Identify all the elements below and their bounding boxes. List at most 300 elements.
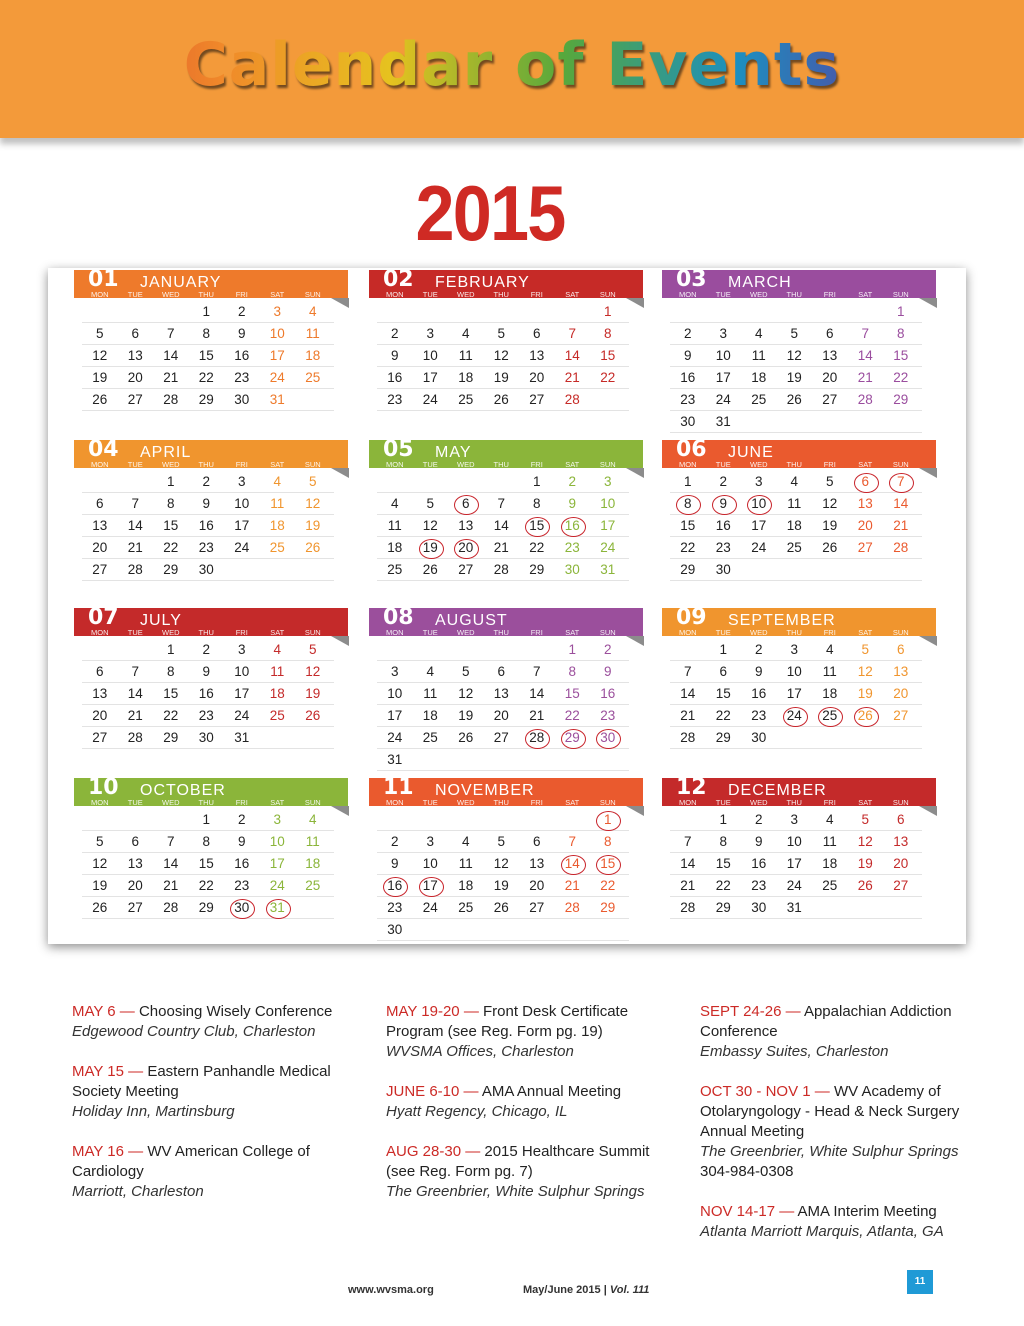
event-date: AUG 28-30 — [386, 1143, 485, 1160]
day-cell [777, 727, 813, 748]
month-name: JULY [140, 612, 182, 629]
day-cell: 16 [715, 518, 731, 533]
week-row [82, 345, 334, 367]
day-cell [812, 559, 848, 580]
day-cell: 5 [308, 474, 317, 489]
day-cell: 8 [719, 834, 727, 849]
day-cell: 21 [857, 370, 873, 385]
week-row [670, 809, 922, 831]
weekday-label: SAT [858, 798, 873, 807]
day-cell: 4 [273, 642, 281, 657]
month-number: 11 [383, 775, 414, 800]
week-row [82, 323, 334, 345]
day-cell: 5 [426, 496, 434, 511]
day-cell: 31 [269, 392, 285, 407]
month-header [74, 775, 348, 807]
day-cell: 6 [825, 326, 834, 341]
weekday-label: THU [786, 290, 802, 299]
month-number: 04 [88, 437, 119, 462]
month-name: JANUARY [140, 274, 222, 291]
week-row [670, 301, 922, 323]
day-cell: 9 [568, 496, 576, 511]
day-cell: 6 [95, 496, 104, 511]
day-cell: 2 [202, 642, 210, 657]
day-cell: 28 [680, 730, 696, 745]
day-cell: 4 [426, 664, 434, 679]
day-cell: 18 [458, 370, 474, 385]
event-title: Front Desk Certificate Program (see Reg. Form pg. 19) [386, 1003, 629, 1040]
day-cell: 30 [198, 730, 214, 745]
day-cell: 6 [131, 326, 139, 341]
week-row [670, 897, 922, 919]
month-header [662, 775, 936, 807]
weekday-label: WED [162, 628, 180, 637]
day-cell [295, 559, 331, 580]
event-title: Choosing Wisely Conference [138, 1003, 333, 1020]
weekday-label: TUE [715, 290, 731, 299]
fold-corner [919, 468, 937, 478]
day-cell: 26 [92, 900, 108, 915]
day-cell: 21 [680, 708, 696, 723]
month-june [662, 437, 936, 581]
weekday-label: FRI [235, 798, 248, 807]
day-cell: 18 [822, 686, 838, 701]
day-cell [777, 559, 813, 580]
day-cell: 6 [95, 664, 104, 679]
week-row [670, 537, 922, 559]
day-cell: 10 [387, 686, 403, 701]
week-row [377, 515, 629, 537]
day-cell: 13 [857, 496, 873, 511]
day-cell: 23 [751, 878, 767, 893]
month-july [74, 605, 348, 749]
fold-corner [626, 806, 644, 816]
day-cell: 10 [786, 664, 802, 679]
day-cell: 7 [166, 834, 175, 849]
day-cell: 13 [92, 686, 108, 701]
day-cell: 29 [893, 392, 909, 407]
day-cell: 25 [422, 730, 438, 745]
day-cell-circled: 10 [741, 493, 777, 514]
day-cell [377, 471, 413, 492]
day-cell: 3 [390, 664, 399, 679]
weekday-labels [74, 460, 334, 469]
day-cell: 17 [422, 370, 438, 385]
day-cell: 8 [896, 326, 905, 341]
day-cell: 7 [683, 834, 692, 849]
day-cell: 11 [387, 518, 402, 533]
day-cell: 25 [786, 540, 802, 555]
weekday-label: WED [457, 290, 475, 299]
day-cell: 25 [751, 392, 767, 407]
month-number: 06 [676, 437, 707, 462]
day-cell: 2 [603, 642, 612, 657]
day-grid [74, 471, 334, 581]
day-cell-circled: 25 [812, 705, 848, 726]
day-cell-circled: 15 [519, 515, 555, 536]
day-cell-circled: 16 [555, 515, 591, 536]
day-cell: 28 [127, 730, 143, 745]
weekday-label: SUN [304, 460, 321, 469]
day-cell: 7 [166, 326, 175, 341]
day-cell [670, 639, 706, 660]
day-cell: 16 [751, 856, 767, 871]
day-cell: 15 [163, 686, 179, 701]
day-cell: 15 [163, 518, 179, 533]
month-february [369, 267, 643, 411]
day-cell: 12 [493, 856, 509, 871]
day-cell [118, 809, 154, 830]
event-item [700, 1202, 990, 1242]
day-cell: 16 [198, 518, 214, 533]
day-cell: 12 [857, 834, 873, 849]
month-header [369, 775, 643, 807]
day-cell: 5 [95, 326, 104, 341]
day-cell: 20 [493, 708, 509, 723]
day-cell: 12 [822, 496, 838, 511]
day-cell [812, 727, 848, 748]
event-location: The Greenbrier, White Sulphur Springs [700, 1143, 959, 1160]
day-cell: 29 [680, 562, 696, 577]
day-cell: 4 [790, 474, 798, 489]
day-cell: 10 [422, 348, 438, 363]
day-cell [777, 411, 813, 432]
day-cell: 9 [237, 834, 246, 849]
day-cell: 2 [719, 474, 727, 489]
day-cell: 20 [857, 518, 873, 533]
day-cell: 27 [127, 392, 143, 407]
day-cell: 16 [751, 686, 767, 701]
weekday-label: FRI [235, 460, 248, 469]
day-cell: 23 [234, 370, 250, 385]
week-row [377, 639, 629, 661]
day-cell: 11 [751, 348, 766, 363]
day-cell: 2 [237, 812, 246, 827]
day-cell: 29 [198, 392, 214, 407]
event-item [72, 1142, 362, 1202]
day-cell: 22 [600, 370, 616, 385]
fold-corner [331, 806, 349, 816]
day-cell: 17 [269, 856, 285, 871]
day-cell: 17 [600, 518, 616, 533]
week-row [377, 749, 629, 771]
day-cell: 27 [127, 900, 143, 915]
day-cell: 4 [308, 304, 317, 319]
day-cell-circled: 8 [670, 493, 706, 514]
events-column-3 [700, 1002, 990, 1262]
day-cell: 11 [822, 834, 837, 849]
day-cell [82, 471, 118, 492]
day-cell: 4 [461, 326, 470, 341]
week-row [82, 515, 334, 537]
day-cell: 3 [273, 304, 281, 319]
day-cell: 12 [305, 664, 321, 679]
day-cell: 2 [683, 326, 692, 341]
month-september [662, 605, 936, 749]
week-row [670, 639, 922, 661]
day-cell [883, 411, 919, 432]
day-cell: 8 [568, 664, 576, 679]
footer-url[interactable]: www.wvsma.org [348, 1284, 434, 1296]
day-cell: 13 [458, 518, 474, 533]
week-row [377, 727, 629, 749]
day-cell [82, 809, 118, 830]
day-cell: 6 [896, 642, 905, 657]
day-cell [883, 727, 919, 748]
day-cell: 29 [529, 562, 545, 577]
month-header [662, 437, 936, 469]
weekday-label: THU [493, 290, 509, 299]
event-location: Edgewood Country Club, Charleston [72, 1023, 316, 1040]
day-cell: 6 [896, 812, 905, 827]
day-cell [883, 897, 919, 918]
weekday-label: MON [679, 460, 697, 469]
day-cell [670, 301, 706, 322]
week-row [82, 683, 334, 705]
day-cell: 25 [269, 708, 285, 723]
day-cell: 9 [237, 326, 246, 341]
month-name: JUNE [728, 444, 774, 461]
week-row [670, 661, 922, 683]
week-row [377, 683, 629, 705]
weekday-label: SAT [858, 460, 873, 469]
day-cell: 21 [680, 878, 696, 893]
day-cell: 26 [786, 392, 802, 407]
week-row [670, 411, 922, 433]
month-december [662, 775, 936, 919]
day-cell: 24 [422, 392, 438, 407]
day-cell: 17 [786, 856, 802, 871]
day-cell: 6 [719, 664, 727, 679]
weekday-label: WED [750, 628, 768, 637]
week-row [82, 875, 334, 897]
day-grid [662, 809, 922, 919]
week-row [377, 389, 629, 411]
day-cell: 19 [822, 518, 838, 533]
day-cell: 2 [202, 474, 210, 489]
weekday-label: FRI [530, 798, 543, 807]
day-cell: 26 [305, 540, 321, 555]
day-cell: 15 [564, 686, 580, 701]
day-cell: 12 [422, 518, 438, 533]
day-cell [448, 301, 484, 322]
weekday-label: THU [786, 460, 802, 469]
day-cell: 16 [234, 856, 250, 871]
event-title: Eastern Panhandle Medical Society Meeting [72, 1063, 331, 1100]
day-cell: 12 [493, 348, 509, 363]
month-name: MAY [435, 444, 472, 461]
week-row [82, 705, 334, 727]
day-cell [413, 919, 449, 940]
event-item [700, 1002, 990, 1062]
day-cell: 12 [92, 348, 108, 363]
day-cell: 17 [715, 370, 731, 385]
fold-corner [919, 636, 937, 646]
weekday-label: MON [91, 798, 109, 807]
day-cell: 10 [786, 834, 802, 849]
day-cell: 27 [92, 562, 108, 577]
month-header [662, 605, 936, 637]
day-cell: 26 [857, 878, 873, 893]
month-name: OCTOBER [140, 782, 226, 799]
day-cell [448, 749, 484, 770]
day-cell: 19 [92, 878, 108, 893]
day-cell: 20 [92, 540, 108, 555]
weekday-label: THU [198, 628, 214, 637]
day-grid [74, 809, 334, 919]
weekday-label: WED [162, 798, 180, 807]
week-row [82, 389, 334, 411]
week-row [670, 683, 922, 705]
day-cell: 19 [493, 370, 509, 385]
header-banner [0, 0, 1024, 138]
day-cell [118, 471, 154, 492]
day-grid [74, 639, 334, 749]
weekday-label: WED [162, 460, 180, 469]
day-cell: 11 [270, 496, 285, 511]
week-row [670, 367, 922, 389]
week-row [670, 515, 922, 537]
day-cell: 3 [754, 474, 763, 489]
weekday-label: SUN [304, 628, 321, 637]
day-cell: 23 [198, 708, 214, 723]
day-cell: 14 [163, 348, 179, 363]
weekday-label: THU [786, 798, 802, 807]
day-cell: 10 [234, 664, 250, 679]
weekday-label: SAT [565, 290, 580, 299]
day-cell: 26 [305, 708, 321, 723]
weekday-label: WED [750, 798, 768, 807]
weekday-label: SUN [599, 290, 616, 299]
day-cell [153, 301, 189, 322]
event-date: MAY 19-20 — [386, 1003, 483, 1020]
weekday-label: WED [457, 798, 475, 807]
weekday-label: FRI [823, 290, 836, 299]
week-row [82, 727, 334, 749]
weekday-labels [74, 798, 334, 807]
month-may [369, 437, 643, 581]
day-cell: 14 [163, 856, 179, 871]
day-cell-circled: 26 [848, 705, 884, 726]
footer-issue-date: May/June 2015 [523, 1284, 601, 1296]
day-cell-circled: 30 [224, 897, 260, 918]
weekday-label: SUN [599, 798, 616, 807]
day-cell: 30 [564, 562, 580, 577]
day-cell: 20 [529, 878, 545, 893]
month-name: APRIL [140, 444, 192, 461]
week-row [670, 389, 922, 411]
event-item [386, 1142, 676, 1202]
day-cell: 16 [387, 370, 403, 385]
day-cell: 27 [92, 730, 108, 745]
day-cell: 21 [564, 878, 580, 893]
day-cell: 16 [600, 686, 616, 701]
day-cell: 8 [166, 496, 175, 511]
day-cell: 25 [305, 878, 321, 893]
weekday-labels [662, 290, 922, 299]
day-cell [883, 559, 919, 580]
day-cell [484, 639, 520, 660]
weekday-label: MON [386, 290, 404, 299]
weekday-label: TUE [422, 628, 438, 637]
weekday-labels [369, 628, 629, 637]
day-cell: 15 [198, 856, 214, 871]
day-cell [519, 749, 555, 770]
day-cell: 4 [461, 834, 470, 849]
weekday-label: FRI [823, 798, 836, 807]
day-cell: 3 [426, 834, 434, 849]
day-cell-circled: 24 [777, 705, 813, 726]
day-cell: 2 [390, 834, 399, 849]
day-cell: 19 [458, 708, 474, 723]
day-cell [118, 639, 154, 660]
event-date: NOV 14-17 — [700, 1203, 798, 1220]
day-cell: 1 [532, 474, 541, 489]
weekday-label: TUE [715, 628, 731, 637]
day-cell: 9 [390, 348, 399, 363]
day-cell: 21 [163, 878, 179, 893]
day-cell: 9 [202, 496, 210, 511]
day-cell [741, 301, 777, 322]
day-cell: 16 [198, 686, 214, 701]
day-cell: 3 [426, 326, 434, 341]
day-cell: 12 [857, 664, 873, 679]
week-row [377, 301, 629, 323]
day-cell: 30 [234, 392, 250, 407]
day-cell [519, 639, 555, 660]
day-cell: 23 [234, 878, 250, 893]
event-title: WV Academy of Otolaryngology - Head & Neck Surgery Annual Meeting [700, 1083, 960, 1140]
week-row [82, 559, 334, 581]
day-cell: 14 [493, 518, 509, 533]
fold-corner [331, 468, 349, 478]
day-cell-circled: 17 [413, 875, 449, 896]
day-cell: 20 [893, 856, 909, 871]
week-row [82, 493, 334, 515]
event-title: WV American College of Cardiology [72, 1143, 310, 1180]
day-cell: 28 [680, 900, 696, 915]
day-cell: 10 [600, 496, 616, 511]
day-cell [848, 727, 884, 748]
month-august [369, 605, 643, 771]
day-cell: 8 [532, 496, 541, 511]
week-row [82, 897, 334, 919]
day-grid [369, 809, 629, 941]
day-cell: 26 [92, 392, 108, 407]
day-cell: 27 [529, 900, 545, 915]
day-cell: 21 [127, 708, 143, 723]
month-header [369, 605, 643, 637]
day-cell [118, 301, 154, 322]
month-name: NOVEMBER [435, 782, 535, 799]
day-cell: 30 [198, 562, 214, 577]
day-cell: 3 [790, 812, 798, 827]
day-cell: 12 [305, 496, 321, 511]
weekday-label: SUN [304, 290, 321, 299]
day-cell: 4 [825, 642, 834, 657]
event-item [700, 1082, 990, 1182]
week-row [377, 345, 629, 367]
day-cell: 7 [683, 664, 692, 679]
day-cell [555, 919, 591, 940]
day-cell [519, 301, 555, 322]
day-cell: 14 [127, 518, 143, 533]
weekday-label: WED [750, 460, 768, 469]
calendar-panel [48, 268, 966, 944]
month-header [662, 267, 936, 299]
event-title: Appalachian Addiction Conference [700, 1003, 952, 1040]
month-number: 03 [676, 267, 707, 292]
